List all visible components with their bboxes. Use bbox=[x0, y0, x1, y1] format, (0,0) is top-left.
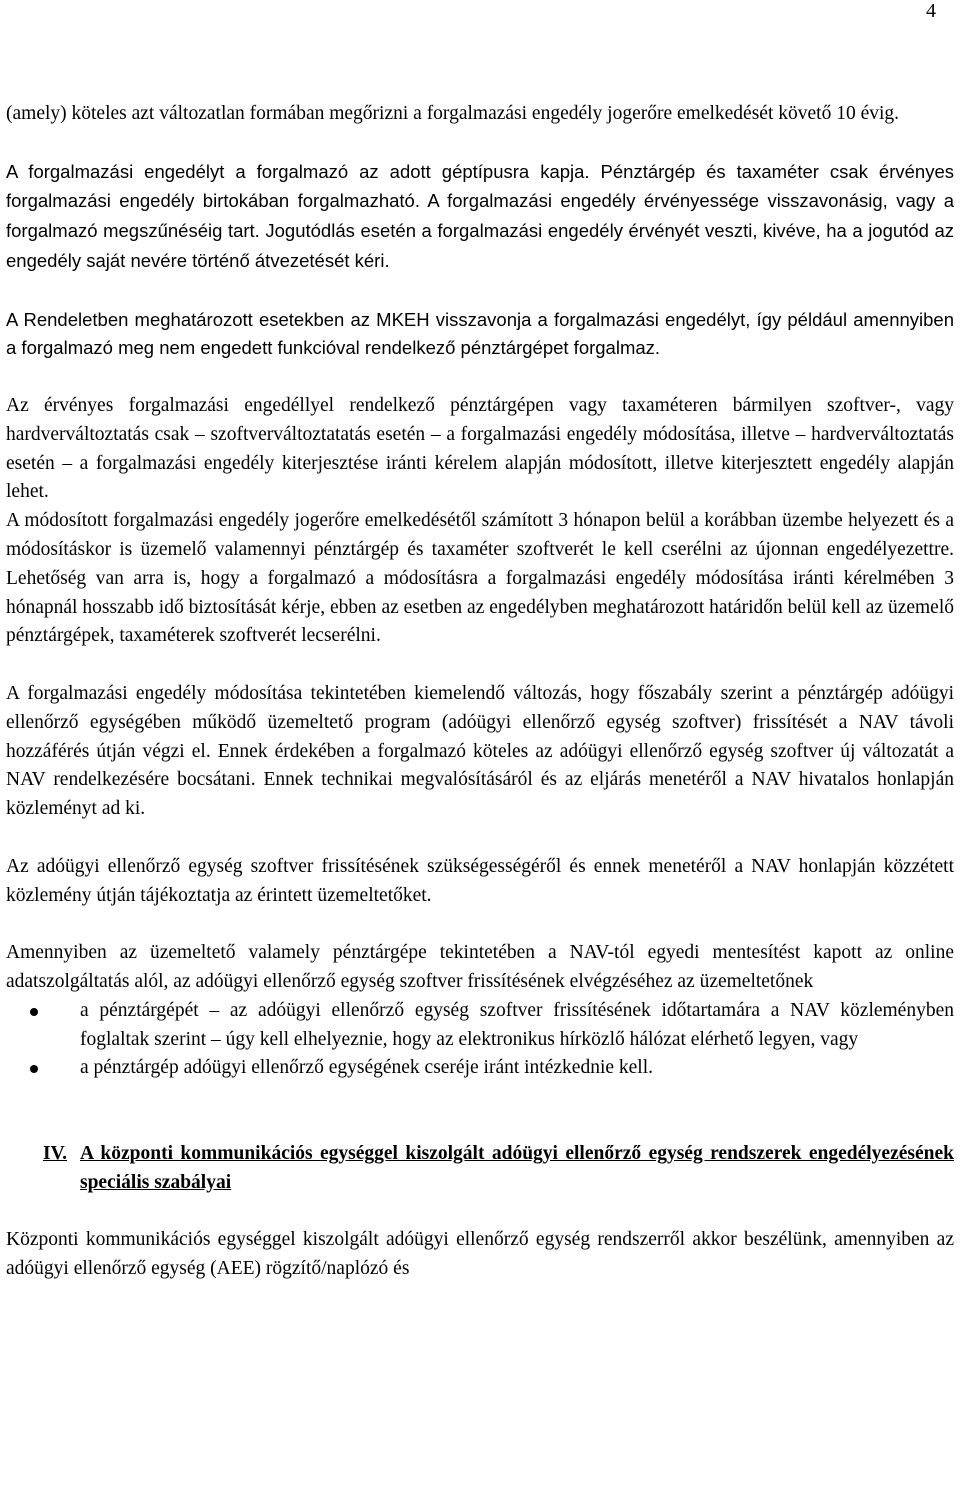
bullet-icon bbox=[30, 1065, 38, 1073]
paragraph-exemption: Amennyiben az üzemeltető valamely pénztárgépe tekintetében a NAV-tól egyedi mentesítést kapott az online adatszolgáltatás alól, az adóügyi ellenőrző egység szoftver frissítésének elvégzéséhez az üzemeltetőnek bbox=[6, 942, 954, 992]
bullet-list bbox=[6, 997, 954, 1083]
paragraph-license-validity-part2: A forgalmazási engedély érvényessége visszavonásig, vagy a forgalmazó megszűnéséig tart. Jogutódlás esetén a forgalmazási engedély érvényét veszti, kivéve, ha a jogutód az engedély saját nevére történő átvezetését kéri. bbox=[6, 190, 954, 271]
section-heading bbox=[6, 1140, 954, 1198]
list-item bbox=[6, 997, 954, 1055]
page-number: 4 bbox=[926, 0, 936, 22]
section-number: IV. bbox=[43, 1142, 68, 1164]
paragraph-modification: Az érvényes forgalmazási engedéllyel rendelkező pénztárgépen vagy taxaméteren bármilyen szoftver-, vagy hardverváltoztatás csak – szoftverváltoztatatás esetén – a forgalmazási engedély módosítása, illetve – hardverváltoztatás esetén – a forgalmazási engedély kiterjesztése iránti kérelem alapján módosított, illetve kiterjesztett engedély alapján lehet. bbox=[6, 394, 954, 503]
paragraph-license-validity bbox=[6, 158, 954, 277]
list-item bbox=[6, 1054, 954, 1083]
paragraph-software-replacement: A módosított forgalmazási engedély jogerőre emelkedésétől számított 3 hónapon belül a korábban üzembe helyezett és a módosításkor is üzemelő valamennyi pénztárgép és taxaméter szoftverét le kell cserélni az újonnan engedélyezettre. Lehetőség van arra is, hogy a forgalmazó a módosításra a forgalmazási engedély módosítása iránti kérelmében 3 hónapnál hosszabb idő biztosítását kérje, ebben az esetben az engedélyben meghatározott határidőn belül kell az üzemelő pénztárgépek, taxaméterek szoftverét lecserélni. bbox=[6, 510, 954, 647]
paragraph-nav-update: A forgalmazási engedély módosítása tekintetében kiemelendő változás, hogy főszabály szerint a pénztárgép adóügyi ellenőrző egységében működő üzemeltető program (adóügyi ellenőrző egység szoftver) frissítését a NAV távoli hozzáférés útján végzi el. Ennek érdekében a forgalmazó köteles az adóügyi ellenőrző egység szoftver új változatát a NAV rendelkezésére bocsátani. Ennek technikai megvalósításáról és az eljárás menetéről a NAV hivatalos honlapján közleményt ad ki. bbox=[6, 682, 954, 820]
bullet-icon bbox=[30, 1008, 38, 1016]
paragraph-central-unit: Központi kommunikációs egységgel kiszolgált adóügyi ellenőrző egység rendszerről akkor beszélünk, amennyiben az adóügyi ellenőrző egység (AEE) rögzítő/naplózó és bbox=[6, 1229, 954, 1280]
paragraph-retention: (amely) köteles azt változatlan formában megőrizni a forgalmazási engedély jogerőre emelkedését követő 10 évig. bbox=[6, 103, 900, 124]
paragraph-revocation: A Rendeletben meghatározott esetekben az MKEH visszavonja a forgalmazási engedélyt, így például amennyiben a forgalmazó meg nem engedett funkcióval rendelkező pénztárgépet forgalmaz. bbox=[6, 308, 954, 359]
paragraph-nav-notice: Az adóügyi ellenőrző egység szoftver frissítésének szükségességéről és ennek menetéről a NAV honlapján közzétett közlemény útján tájékoztatja az érintett üzemeltetőket. bbox=[6, 855, 954, 906]
list-item-text: a pénztárgépét – az adóügyi ellenőrző egység szoftver frissítésének időtartamára a NAV közleményben foglaltak szerint – úgy kell elhelyeznie, hogy az elektronikus hírközlő hálózat elérhető legyen, vagy bbox=[80, 999, 954, 1050]
paragraph-license-validity-part1: A forgalmazási engedélyt a forgalmazó az adott géptípusra kapja. Pénztárgép és taxaméter csak érvényes forgalmazási engedély birtokában forgalmazható. bbox=[6, 160, 954, 212]
document-body bbox=[6, 100, 954, 1284]
section-title: A központi kommunikációs egységgel kiszolgált adóügyi ellenőrző egység rendszerek engedélyezésének speciális szabályai bbox=[80, 1142, 954, 1193]
list-item-text: a pénztárgép adóügyi ellenőrző egységének cseréje iránt intézkednie kell. bbox=[80, 1057, 654, 1079]
